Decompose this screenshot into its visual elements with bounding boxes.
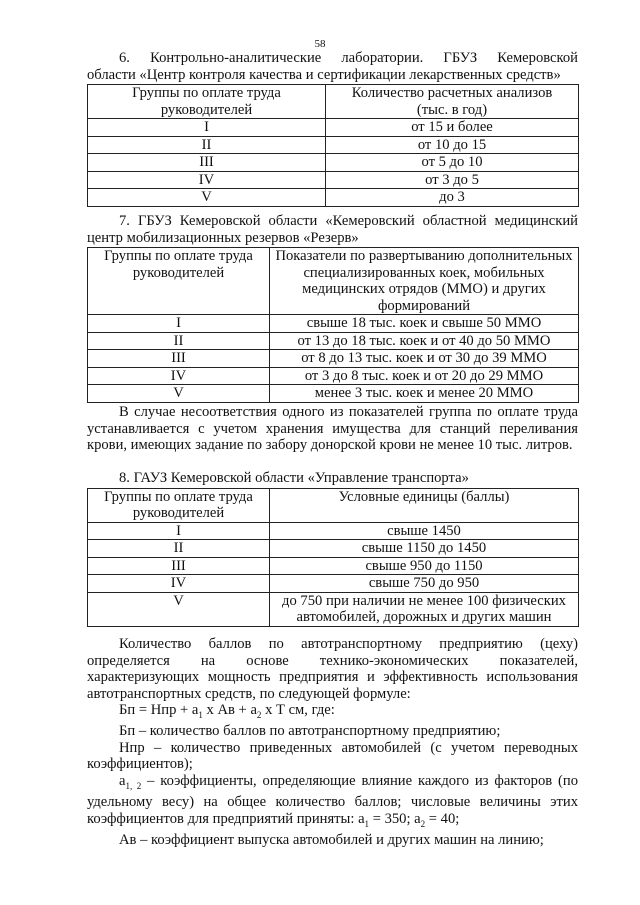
table-row: III от 8 до 13 тыс. коек и от 30 до 39 ММО xyxy=(88,350,579,368)
definition-av: Ав – коэффициент выпуска автомобилей и других машин на линию; xyxy=(119,832,544,849)
table-header-cell: Группы по оплате труда руководителей xyxy=(88,248,270,315)
table-header-cell: Количество расчетных анализов (тыс. в год) xyxy=(326,85,579,119)
section-7-title-line-1: 7. ГБУЗ Кемеровской области «Кемеровский областной медицинский xyxy=(119,213,578,229)
table-row: III свыше 950 до 1150 xyxy=(88,557,579,575)
table-header-row xyxy=(88,85,579,119)
table-row: IV от 3 до 5 xyxy=(88,171,579,189)
table-row: I свыше 1450 xyxy=(88,522,579,540)
table-header-cell: Группы по оплате труда руководителей xyxy=(88,488,270,522)
table-row: V до 3 xyxy=(88,189,579,207)
note-paragraph: В случае несоответствия одного из показателей группа по оплате труда устанавливается с учетом хранения имущества для станций переливания крови, имеющих задание по забору донорской крови не менее 10 тыс. литров. xyxy=(87,404,578,453)
definition-coefficients: $a_{1, 2}$ – коэффициенты, определяющие влияние каждого из факторов (по удельному весу) на общее количество баллов; числовые величины этих коэффициентов для предприятий приняты: $a_1 = 350$; $a_2 = 40$; xyxy=(87,772,579,829)
table-row: I свыше 18 тыс. коек и свыше 50 ММО xyxy=(88,315,579,333)
section-6-title-line-2: области «Центр контроля качества и сертификации лекарственных средств» xyxy=(87,66,561,83)
definition-npr: Нпр – количество приведенных автомобилей (с учетом переводных коэффициентов); xyxy=(87,739,578,773)
section-8 xyxy=(87,470,578,627)
table-row: IV от 3 до 8 тыс. коек и от 20 до 29 ММО xyxy=(88,367,579,385)
table-row: V до 750 при наличии не менее 100 физических автомобилей, дорожных и других машин xyxy=(88,592,579,626)
section-6-title-line-1: 6. Контрольно-аналитические лаборатории. ГБУЗ Кемеровской xyxy=(119,50,578,66)
table-row: II от 10 до 15 xyxy=(88,136,579,154)
page-number: 58 xyxy=(314,38,326,50)
section-6-table xyxy=(87,84,579,207)
formula: Бп = Нпр + $a_1$ х Ав + $a_2$ х Т см, где: xyxy=(119,702,335,720)
definition-bp: Бп – количество баллов по автотранспортному предприятию; xyxy=(119,723,501,740)
section-7-table xyxy=(87,247,579,403)
table-row: II от 13 до 18 тыс. коек и от 40 до 50 ММО xyxy=(88,332,579,350)
formula-intro: Количество баллов по автотранспортному предприятию (цеху) определяется на основе технико-экономических показателей, характеризующих мощность предприятия и эффективность использования автотранспортных средств, по следующей формуле: xyxy=(87,636,578,702)
formula-section xyxy=(87,636,578,849)
table-row: I от 15 и более xyxy=(88,119,579,137)
section-8-title: 8. ГАУЗ Кемеровской области «Управление транспорта» xyxy=(119,470,469,486)
table-row: II свыше 1150 до 1450 xyxy=(88,540,579,558)
table-header-row xyxy=(88,488,579,522)
table-row: V менее 3 тыс. коек и менее 20 ММО xyxy=(88,385,579,403)
table-header-cell: Условные единицы (баллы) xyxy=(270,488,579,522)
section-8-table xyxy=(87,488,579,627)
table-row: III от 5 до 10 xyxy=(88,154,579,172)
table-header-cell: Показатели по развертыванию дополнительных специализированных коек, мобильных медицинских отрядов (ММО) и других формирований xyxy=(270,248,579,315)
section-7-title-line-2: центр мобилизационных резервов «Резерв» xyxy=(87,229,359,246)
section-7 xyxy=(87,213,578,403)
table-row: IV свыше 750 до 950 xyxy=(88,575,579,593)
section-7-note xyxy=(87,404,578,454)
section-6 xyxy=(87,50,578,207)
table-header-cell: Группы по оплате труда руководителей xyxy=(88,85,326,119)
table-header-row xyxy=(88,248,579,315)
